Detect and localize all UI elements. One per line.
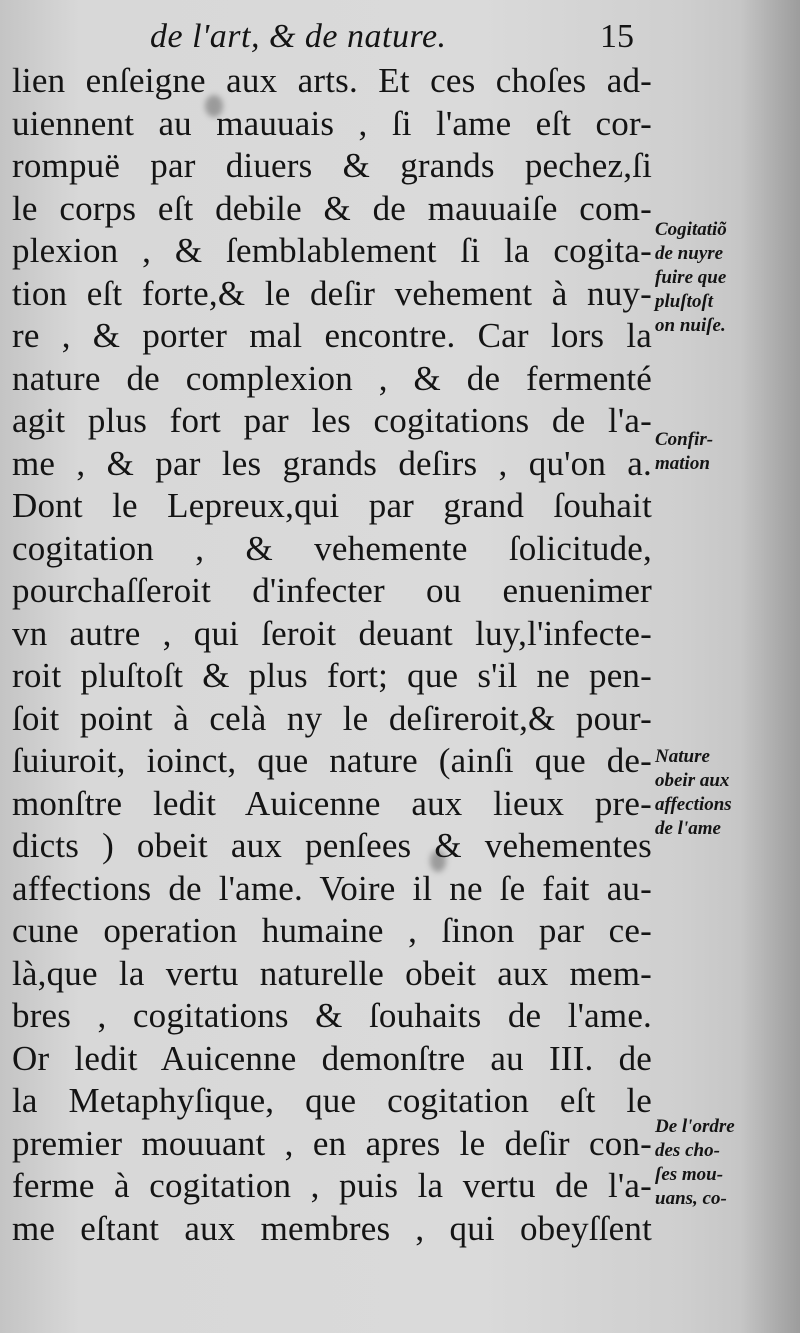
text-line: premier mouuant , en apres le deſir con- [12, 1123, 652, 1163]
marginal-line: fuire que [655, 267, 727, 288]
text-line: rompuë par diuers & grands pechez,ſi [12, 146, 652, 185]
marginal-line: ſes mou- [655, 1164, 724, 1185]
marginal-note-confirmation [655, 428, 795, 476]
marginal-line: de nuyre [655, 243, 724, 264]
marginal-line: De l'ordre [655, 1116, 735, 1137]
marginal-note-order [655, 1115, 795, 1211]
marginal-line: on nuiſe. [655, 315, 726, 336]
running-head [150, 14, 650, 64]
marginal-line: pluſtoſt [655, 291, 714, 312]
text-line: dicts ) obeit aux penſees & vehementes [12, 826, 652, 865]
text-line: me , & par les grands deſirs , qu'on a. [12, 443, 652, 483]
text-line: uiennent au mauuais , ſi l'ame eſt cor- [12, 103, 652, 143]
text-line: plexion , & ſemblablement ſi la cogita- [12, 231, 652, 270]
marginal-note-cogitation [655, 218, 795, 338]
marginal-line: affections [655, 794, 732, 815]
text-line: la Metaphyſique, que cogitation eſt le [12, 1081, 652, 1120]
running-head-title: de l'art, & de nature. [150, 18, 447, 55]
text-line: lien enſeigne aux arts. Et ces choſes ad- [12, 61, 652, 100]
marginal-line: mation [655, 453, 710, 474]
text-line: nature de complexion , & de fermenté [12, 358, 652, 398]
marginal-line: Confir- [655, 429, 714, 450]
page-number: 15 [600, 18, 634, 55]
text-line: ſuiuroit, ioinct, que nature (ainſi que de- [12, 741, 652, 780]
text-line: Dont le Lepreux,qui par grand ſouhait [12, 486, 652, 525]
marginal-line: obeir aux [655, 770, 730, 791]
text-line: roit pluſtoſt & plus fort; que s'il ne pen- [12, 656, 652, 695]
body-text [12, 60, 652, 1250]
text-line: pourchaſſeroit d'infecter ou enuenimer [12, 571, 652, 610]
text-line: monſtre ledit Auicenne aux lieux pre- [12, 783, 652, 823]
marginal-note-nature [655, 745, 795, 841]
marginal-line: de l'ame [655, 818, 721, 839]
text-line: cune operation humaine , ſinon par ce- [12, 911, 652, 950]
marginal-line: Nature [655, 746, 710, 767]
text-line: re , & porter mal encontre. Car lors la [12, 316, 652, 355]
text-line: agit plus fort par les cogitations de l'a- [12, 401, 652, 440]
text-line: ferme à cogitation , puis la vertu de l'a- [12, 1166, 652, 1205]
text-line: cogitation , & vehemente ſolicitude, [12, 528, 652, 568]
marginal-line: des cho- [655, 1140, 720, 1161]
text-line: affections de l'ame. Voire il ne ſe fait au- [12, 868, 652, 908]
text-line: ſoit point à celà ny le deſireroit,& pour- [12, 698, 652, 738]
text-line: vn autre , qui ſeroit deuant luy,l'infecte- [12, 613, 652, 653]
text-line: Or ledit Auicenne demonſtre au III. de [12, 1038, 652, 1078]
text-line: tion eſt forte,& le deſir vehement à nuy- [12, 273, 652, 313]
text-line: le corps eſt debile & de mauuaiſe com- [12, 188, 652, 228]
text-line: bres , cogitations & ſouhaits de l'ame. [12, 996, 652, 1035]
marginal-line: uans, co- [655, 1188, 727, 1209]
text-line: me eſtant aux membres , qui obeyſſent [12, 1208, 652, 1248]
text-line: là,que la vertu naturelle obeit aux mem- [12, 953, 652, 993]
ink-smudge [205, 95, 223, 117]
ink-smudge [430, 850, 446, 872]
marginal-line: Cogitatiõ [655, 219, 727, 240]
